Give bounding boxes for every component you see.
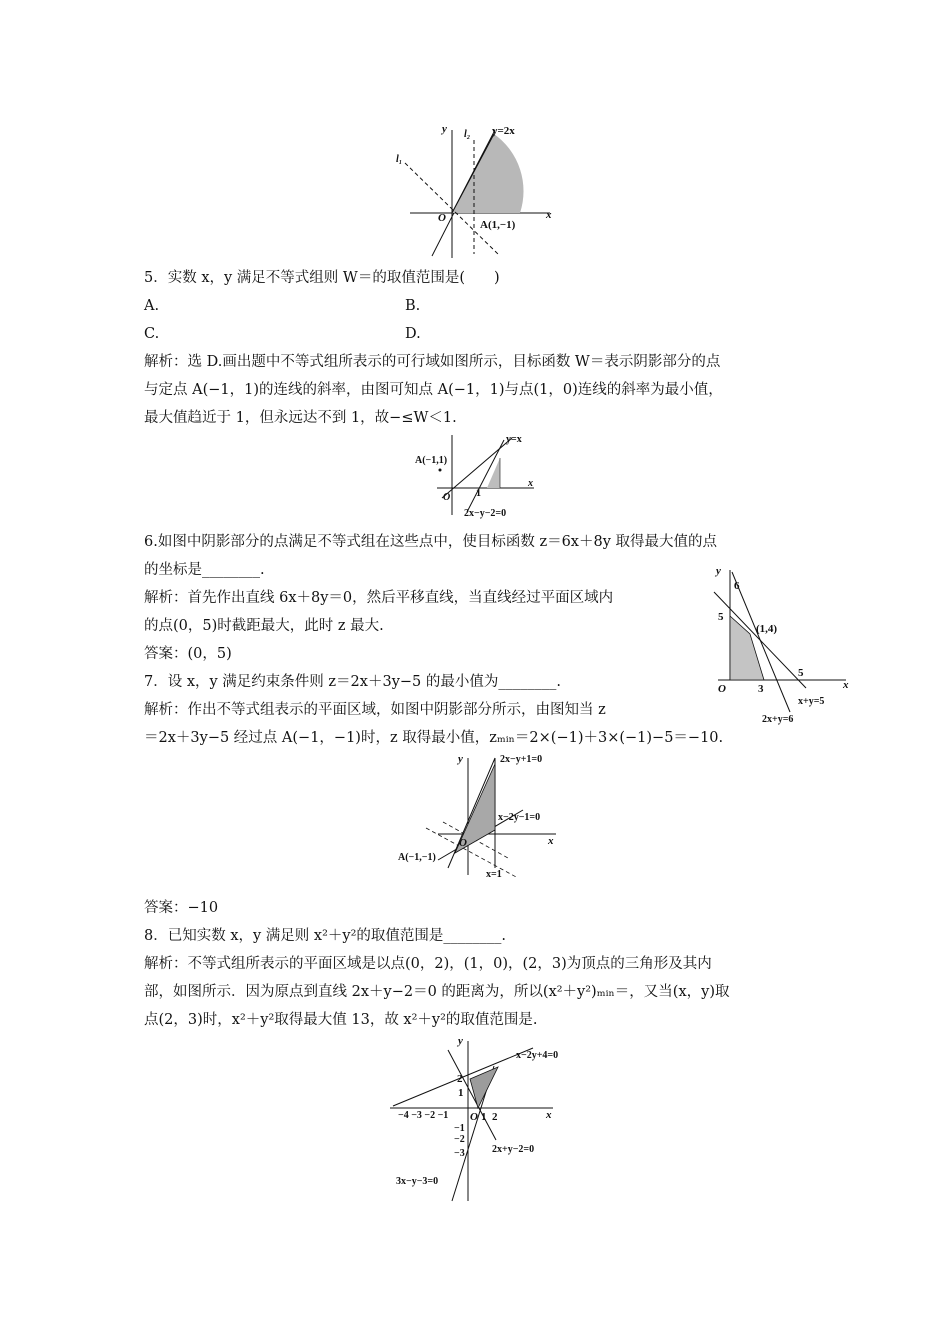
figure-feasible-region-3	[706, 562, 850, 726]
problem-8-solution-line-1: 解析：不等式组所表示的平面区域是以点(0，2)，(1，0)，(2，3)为顶点的三角形及其内	[144, 956, 712, 972]
fig2-origin-label: O	[443, 492, 451, 503]
problem-6-solution-line-1: 解析：首先作出直线 6x＋8y＝0，然后平移直线，当直线经过平面区域内	[144, 590, 614, 606]
fig5-line-3-label: 3x−y−3=0	[396, 1176, 439, 1187]
fig2-point-a-label: A(−1,1)	[415, 455, 448, 466]
problem-6-stem-line-1: 6.如图中阴影部分的点满足不等式组在这些点中，使目标函数 z＝6x＋8y 取得最大值的点	[144, 534, 718, 550]
problem-5-solution-line-2: 与定点 A(−1，1)的连线的斜率，由图可知点 A(−1，1)与点(1，0)连线的斜率为最小值，	[144, 382, 723, 398]
problem-7-answer: 答案：−10	[144, 900, 219, 916]
problem-5-stem: 5．实数 x，y 满足不等式组则 W＝的取值范围是( )	[144, 270, 500, 286]
fig2-yx-label: y=x	[506, 434, 522, 445]
fig5-tick-x1: 1	[481, 1111, 487, 1123]
fig3-origin-label: O	[718, 683, 726, 695]
problem-8-solution-line-2: 部，如图所示．因为原点到直线 2x＋y−2＝0 的距离为，所以(x²＋y²)ₘᵢₙ＝，又当(x，y)取	[144, 984, 730, 1000]
problem-6-stem-line-2: 的坐标是________.	[144, 562, 265, 578]
problem-7-stem: 7．设 x，y 满足约束条件则 z＝2x＋3y−5 的最小值为________.	[144, 674, 561, 690]
fig1-x-label: x	[546, 209, 552, 221]
fig1-l1-label: l₁	[396, 154, 403, 165]
problem-5-option-a: A.	[144, 298, 160, 314]
fig3-line-2-label: 2x+y=6	[762, 714, 794, 725]
fig5-tick-x2: 2	[492, 1111, 498, 1123]
fig5-line-1-label: x−2y+4=0	[516, 1050, 559, 1061]
fig5-tick-ym3: −3	[454, 1148, 465, 1159]
fig5-line-2-label: 2x+y−2=0	[492, 1144, 535, 1155]
fig5-tick-ym2: −2	[454, 1134, 465, 1145]
fig1-point-a-label: A(1,−1)	[480, 219, 516, 231]
figure-feasible-region-1	[390, 118, 560, 258]
fig3-x-label: x	[843, 679, 849, 691]
problem-5-solution-line-1: 解析：选 D.画出题中不等式组所表示的可行域如图所示，目标函数 W＝表示阴影部分的点	[144, 354, 721, 370]
fig1-y-label: y	[442, 123, 447, 135]
fig5-y-label: y	[458, 1035, 463, 1047]
fig4-line-1-label: 2x−y+1=0	[500, 754, 543, 765]
fig5-x-label: x	[546, 1109, 552, 1121]
fig5-ticks-x-neg: −4 −3 −2 −1	[398, 1110, 449, 1121]
fig4-point-a-label: A(−1,−1)	[398, 852, 436, 863]
problem-6-solution-line-2: 的点(0，5)时截距最大，此时 z 最大.	[144, 618, 384, 634]
problem-5-option-d: D.	[405, 326, 421, 342]
fig2-tick-1: 1	[476, 488, 481, 499]
fig5-tick-y2: 2	[457, 1073, 463, 1085]
problem-8-stem: 8．已知实数 x，y 满足则 x²＋y²的取值范围是________.	[144, 928, 507, 944]
problem-8-solution-line-3: 点(2，3)时，x²＋y²取得最大值 13，故 x²＋y²的取值范围是.	[144, 1012, 538, 1028]
fig3-tick-6: 6	[734, 580, 740, 592]
fig3-tick-5: 5	[718, 611, 724, 623]
fig3-tick-3: 3	[758, 683, 764, 695]
fig4-x1-label: x=1	[486, 869, 502, 880]
fig2-line-label: 2x−y−2=0	[464, 508, 507, 519]
figure-feasible-region-4	[398, 750, 568, 880]
fig3-point-label: (1,4)	[756, 623, 778, 635]
fig4-y-label: y	[458, 753, 463, 765]
problem-6-answer: 答案：(0，5)	[144, 646, 232, 662]
fig5-tick-y1: 1	[458, 1087, 464, 1099]
problem-5-solution-line-3: 最大值趋近于 1，但永远达不到 1，故−≤W＜1.	[144, 410, 457, 426]
fig3-tick-5-x: 5	[798, 667, 804, 679]
problem-5-option-c: C.	[144, 326, 160, 342]
fig3-line-1-label: x+y=5	[798, 696, 825, 707]
figure-feasible-region-5	[388, 1036, 578, 1206]
problem-7-solution-line-1: 解析：作出不等式组表示的平面区域，如图中阴影部分所示，由图知当 z	[144, 702, 606, 718]
fig1-origin-label: O	[438, 212, 446, 224]
fig1-l2-label: l₂	[464, 129, 471, 140]
fig4-x-label: x	[548, 835, 554, 847]
fig4-line-2-label: x−2y−1=0	[498, 812, 541, 823]
fig3-y-label: y	[716, 565, 721, 577]
figure-feasible-region-2	[412, 430, 542, 520]
fig4-origin-label: O	[459, 837, 467, 849]
fig2-x-label: x	[528, 478, 533, 489]
fig1-y2x-label: y=2x	[492, 125, 515, 137]
fig5-origin-label: O	[470, 1111, 478, 1123]
problem-7-solution-line-2: ＝2x＋3y−5 经过点 A(−1，−1)时，z 取得最小值，zₘᵢₙ＝2×(−1)＋3×(−1)−5＝−10.	[144, 730, 724, 746]
problem-5-option-b: B.	[405, 298, 421, 314]
fig5-tick-ym1: −1	[454, 1123, 465, 1134]
